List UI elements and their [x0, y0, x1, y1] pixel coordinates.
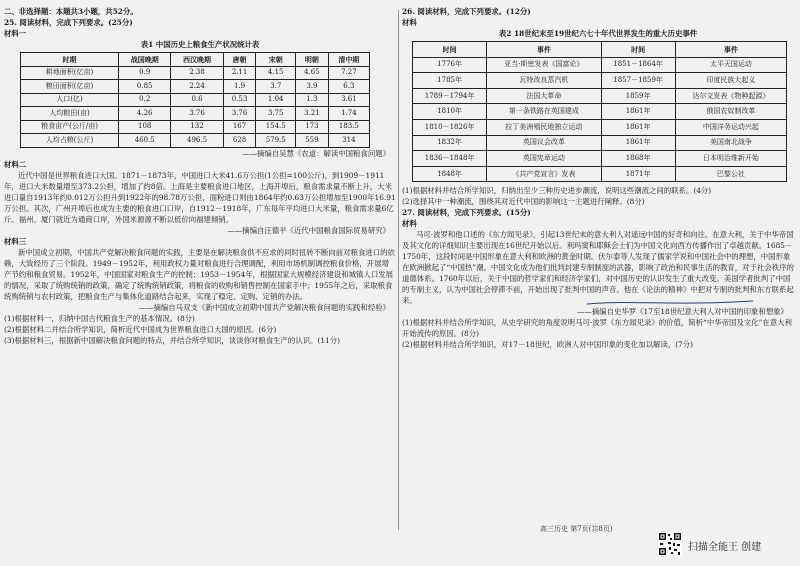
table-row [21, 93, 370, 107]
table-row [413, 151, 787, 167]
table-cell: 1861年 [601, 104, 675, 120]
question-25-title: 25. 阅读材料，完成下列要求。(25分) [4, 18, 133, 27]
table-cell: 0.6 [171, 93, 223, 107]
table-cell: 1861年 [601, 135, 675, 151]
table-cell: 628 [223, 134, 256, 148]
scanner-watermark: 扫描全能王 创建 [688, 542, 762, 553]
table-cell: 1.3 [296, 93, 329, 107]
material-2-label: 材料二 [4, 159, 27, 169]
table-row [21, 66, 370, 80]
material-2-text: 近代中国是世界粮食进口大国。1871－1873年，中国进口大米41.6万公担(1公担=100公斤)，到1909－1911年，进口大米数量增至373.2公担，增加了约8倍。上海是主要粮食进口地区，上海开埠后，粮食需求量不断上升，大米进口量自1913年约0.012万公担升到1922年的98.78万公担，面粉进口则由1864年约0.63万公担增加至1900年16.91万公担。其次，广州开埠后也成为主要的粮食进口口岸，自1912－1918年，广东每年平均进口大米量，粮食需求量6亿斤。福州、厦门就近为通商口岸，外国米源源不断以低价向福建倾销。 [4, 170, 396, 224]
table-cell: 3.7 [256, 80, 296, 94]
table-1-caption: 表1 中国历史上粮食生产状况统计表 [140, 40, 260, 49]
material-27-label: 材料 [402, 219, 417, 229]
table-cell: 108 [119, 120, 171, 134]
table-cell: 印度民族大起义 [675, 73, 786, 89]
table-cell: 英国议会改革 [487, 135, 601, 151]
table-row [413, 119, 787, 135]
question-27-2: (2)根据材料并结合所学知识，对17－18世纪，欧洲人对中国印象的变化加以解读。(7分) [402, 340, 694, 350]
table-cell: 拉丁美洲殖民地独立运动 [487, 119, 601, 135]
table-cell: 1.04 [256, 93, 296, 107]
table-cell: 4.15 [256, 66, 296, 80]
table-1-header-row [21, 53, 370, 67]
table-cell: 1832年 [413, 135, 487, 151]
table-cell: 太平天国运动 [675, 57, 786, 73]
material-3-source: ——摘编自马双支《新中国成立初期中国共产党解决粮食问题的实践和经验》 [138, 302, 390, 312]
table-row [21, 80, 370, 94]
table-row [413, 135, 787, 151]
table-cell: 4.26 [119, 107, 171, 121]
grain-production-table [20, 52, 370, 148]
table-row [21, 120, 370, 134]
t1-header-cell: 西汉晚期 [171, 53, 223, 67]
table-cell: 0.53 [223, 93, 256, 107]
material-3-label: 材料三 [4, 236, 27, 246]
table-cell: 法国大革命 [487, 88, 601, 104]
table-row [413, 88, 787, 104]
table-cell: 1810－1826年 [413, 119, 487, 135]
table-cell: 314 [328, 134, 369, 148]
table-2-header-row [413, 42, 787, 58]
table-cell: 1861年 [601, 119, 675, 135]
table-row [413, 166, 787, 182]
table-cell: 1789－1794年 [413, 88, 487, 104]
history-events-table [412, 41, 787, 182]
table-cell: 460.5 [119, 134, 171, 148]
table-cell: 1851－1864年 [601, 57, 675, 73]
question-26-1: (1)根据材料并结合所学知识，归纳出至少三种历史进步潮流，说明这些潮流之间的联系。(4分) [402, 186, 712, 196]
material-26-label: 材料 [402, 18, 417, 27]
table-cell: 2.11 [223, 66, 256, 80]
question-25-1: (1)根据材料一，归纳中国古代粮食生产的基本情况。(8分) [4, 313, 195, 323]
material-2-source: ——摘编自汪德平《近代中国粮食国际贸易研究》 [227, 225, 390, 235]
table-cell: 粮食亩产(公斤/亩) [21, 120, 119, 134]
table-cell: 1785年 [413, 73, 487, 89]
table-cell: 瓦特改良蒸汽机 [487, 73, 601, 89]
t1-header-cell: 明朝 [296, 53, 329, 67]
table-cell: 2.24 [171, 80, 223, 94]
material-1-source: ——摘编自吴慧《农道：解读中国粮食问题》 [242, 148, 390, 158]
table-cell: 人均粮田(亩) [21, 107, 119, 121]
table-cell: 7.27 [328, 66, 369, 80]
t2-header-cell: 时间 [601, 42, 675, 58]
question-27-1: (1)根据材料并结合所学知识，从史学研究的角度说明马可·波罗《东方闻见录》的价值，简析“中华帝国及文化”在意大利开始流传的原因。(8分) [402, 318, 792, 339]
table-cell: 154.5 [256, 120, 296, 134]
table-cell: 4.65 [296, 66, 329, 80]
table-cell: 1776年 [413, 57, 487, 73]
table-cell: 3.21 [296, 107, 329, 121]
table-cell: 俄国农奴制改革 [675, 104, 786, 120]
table-cell: 3.76 [171, 107, 223, 121]
section-heading: 二、非选择题：本题共3小题，共52分。 [4, 7, 138, 16]
material-27-text: 马可·波罗和他口述的《东方闻见录》，引起13世纪末的意大利人对遥远中国的好奇和向往。在意大利，关于中华帝国及其文化的详细知识主要出现在16世纪开始以后。利玛窦和耶稣会士们为中国文化向西方传播作出了卓越贡献。1685－1750年，这段时间是中国形象在意大利和欧洲的黄金时期。伏尔泰等人发现了儒家学说和中国社会中的理想，中国形象在欧洲掀起了“中国热”潮。中国文化成为他们批判封建专制制度的武器，影响了政治和民事生活的教育，对于社会秩序的道德体系。1760年以后，关于中国的哲学家们和经济学家们，对中国历史的认识发生了重大改变。美国学者批判了中国的专制主义，认为中国社会停滞不前，开始出现了批判中国的声音。他在《论法的精神》中把对专制的批判和东方联系起来。 [402, 230, 794, 306]
table-cell: 1848年 [413, 166, 487, 182]
page-number: 高三历史 第7页(共8页) [540, 525, 613, 533]
table-cell: 0.9 [119, 66, 171, 80]
table-row [413, 104, 787, 120]
table-cell: 496.5 [171, 134, 223, 148]
question-26-title: 26. 阅读材料，完成下列要求。(12分) [402, 7, 531, 16]
table-cell: 中国洋务运动兴起 [675, 119, 786, 135]
table-cell: 0.2 [119, 93, 171, 107]
t1-header-cell: 战国晚期 [119, 53, 171, 67]
table-cell: 6.3 [328, 80, 369, 94]
table-cell: 2.38 [171, 66, 223, 80]
table-cell: 1859年 [601, 88, 675, 104]
table-cell: 183.5 [328, 120, 369, 134]
table-cell: 1871年 [601, 166, 675, 182]
table-cell: 3.75 [256, 107, 296, 121]
qr-code-icon [658, 532, 682, 556]
column-divider [398, 10, 399, 530]
material-1-label: 材料一 [4, 29, 27, 38]
table-cell: 132 [171, 120, 223, 134]
table-2-caption: 表2 18世纪末至19世纪六七十年代世界发生的重大历史事件 [498, 29, 698, 38]
table-cell: 日本明治维新开始 [675, 151, 786, 167]
table-row [21, 107, 370, 121]
t1-header-cell: 唐朝 [223, 53, 256, 67]
question-26-2: (2)选择其中一种潮流，围绕其对近代中国的影响这一主题进行阐释。(8分) [402, 197, 645, 207]
table-cell: 美国南北战争 [675, 135, 786, 151]
t2-header-cell: 事件 [675, 42, 786, 58]
question-27-title: 27. 阅读材料，完成下列要求。(15分) [402, 208, 531, 218]
t2-header-cell: 时间 [413, 42, 487, 58]
table-cell: 人均占粮(公斤) [21, 134, 119, 148]
t1-header-cell: 清中期 [328, 53, 369, 67]
table-row [21, 134, 370, 148]
table-cell: 3.76 [223, 107, 256, 121]
table-cell: 1868年 [601, 151, 675, 167]
handwritten-underline-mark [585, 296, 755, 308]
t2-header-cell: 事件 [487, 42, 601, 58]
table-cell: 1.9 [223, 80, 256, 94]
table-cell: 《共产党宣言》发表 [487, 166, 601, 182]
table-cell: 第一条铁路在英国建成 [487, 104, 601, 120]
table-cell: 559 [296, 134, 329, 148]
table-cell: 巴黎公社 [675, 166, 786, 182]
material-27-source: ——摘编自史华罗《17至18世纪意大利人对中国的印象和想象》 [577, 307, 788, 317]
table-cell: 耕地面积(亿亩) [21, 66, 119, 80]
table-cell: 167 [223, 120, 256, 134]
table-cell: 3.9 [296, 80, 329, 94]
table-cell: 1836－1848年 [413, 151, 487, 167]
table-cell: 0.85 [119, 80, 171, 94]
question-25-3: (3)根据材料三，根据新中国解决粮食问题的特点，并结合所学知识，谈谈你对粮食生产的认识。(11分) [4, 335, 341, 345]
left-column [4, 6, 396, 346]
t1-header-cell: 宋朝 [256, 53, 296, 67]
table-row [413, 73, 787, 89]
table-cell: 1810年 [413, 104, 487, 120]
table-row [413, 57, 787, 73]
t1-header-cell: 时期 [21, 53, 119, 67]
table-cell: 173 [296, 120, 329, 134]
question-25-2: (2)根据材料二并结合所学知识，简析近代中国成为世界粮食进口大国的原因。(6分) [4, 324, 277, 334]
material-3-text: 新中国成立初期，中国共产党解决粮食问题的实践，主要是在解决粮食供不应求的同时扭转不断向前对粮食进口的依赖，大致经历了三个阶段。1949－1952年，利用政权力量对粮食进行合理调配，利用市场机制调控粮食价格，开展增产节约和粮食贸易。1952年，中国国家对粮食生产的控制；1953－1954年，根据国家大规模经济建设和城镇人口发展的情况，采取了统购统销的政策，确定了统购统销政策，将粮食的收购和销售控制在国家手中；1955年之后，采取粮食统购统销与农村政策，把粮食生产与集体化道路结合起来，实现了稳定、定购、定销的办法。 [4, 247, 395, 301]
table-cell: 579.5 [256, 134, 296, 148]
table-cell: 人口(亿) [21, 93, 119, 107]
table-cell: 3.61 [328, 93, 369, 107]
table-cell: 英国宪章运动 [487, 151, 601, 167]
table-cell: 达尔文发表《物种起源》 [675, 88, 786, 104]
table-cell: 1.74 [328, 107, 369, 121]
table-cell: 1857－1859年 [601, 73, 675, 89]
table-cell: 亚当·斯密发表《国富论》 [487, 57, 601, 73]
table-cell: 粮田面积(亿亩) [21, 80, 119, 94]
